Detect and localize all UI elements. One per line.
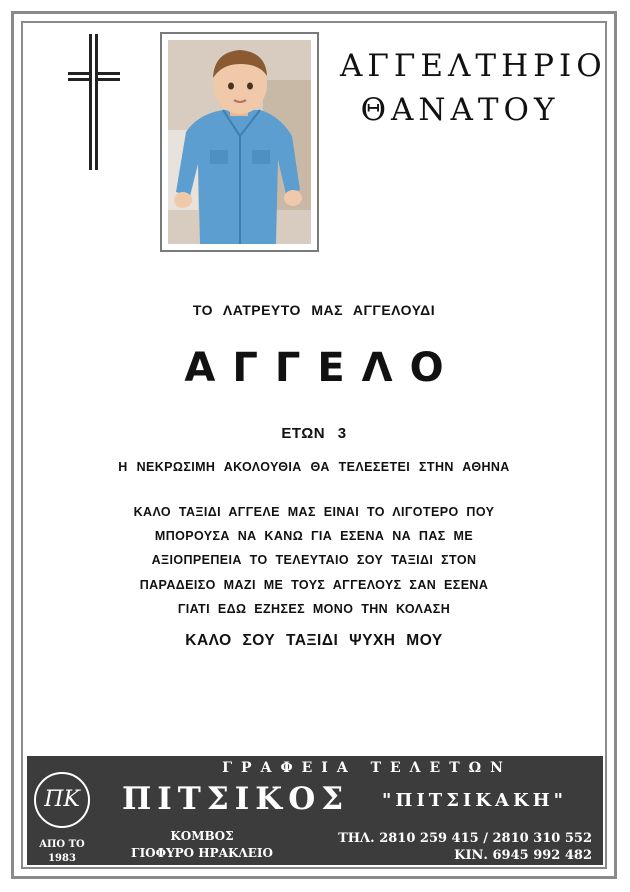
intro-text: ΤΟ ΛΑΤΡΕΥΤΟ ΜΑΣ ΑΓΓΕΛΟΥΔΙ xyxy=(192,302,436,318)
message-block xyxy=(21,500,607,621)
title-line-1: ΑΓΓΕΛΤΗΡΙΟ xyxy=(340,48,607,84)
since-year: 1983 xyxy=(48,853,76,864)
company-logo: ΠΚ xyxy=(34,772,90,828)
company-name: ΠΙΤΣΙΚΟΣ xyxy=(122,781,350,817)
company-address xyxy=(127,828,277,862)
address-line-1: ΚΟΜΒΟΣ xyxy=(170,829,234,843)
farewell-text: ΚΑΛΟ ΣΟΥ ΤΑΞΙΔΙ ΨΥΧΗ ΜΟΥ xyxy=(185,632,443,649)
since-line-1: ΑΠΟ ΤΟ xyxy=(39,839,85,850)
company-alt-name: "ΠΙΤΣΙΚΑΚΗ" xyxy=(382,790,567,811)
age-text: ΕΤΩΝ 3 xyxy=(281,425,347,442)
funeral-home-footer xyxy=(27,756,603,865)
portrait-illustration xyxy=(168,40,311,244)
message-line: ΜΠΟΡΟΥΣΑ ΝΑ ΚΑΝΩ ΓΙΑ ΕΣΕΝΑ ΝΑ ΠΑΣ ΜΕ xyxy=(154,529,474,544)
message-line: ΑΞΙΟΠΡΕΠΕΙΑ ΤΟ ΤΕΛΕΥΤΑΙΟ ΣΟΥ ΤΑΞΙΔΙ ΣΤΟΝ xyxy=(151,553,477,568)
portrait-photo xyxy=(160,32,319,252)
message-line: ΚΑΛΟ ΤΑΞΙΔΙ ΑΓΓΕΛΕ ΜΑΣ ΕΙΝΑΙ ΤΟ ΛΙΓΟΤΕΡΟ ΠΟΥ xyxy=(133,505,495,519)
title-line-2: ΘΑΝΑΤΟΥ xyxy=(360,92,560,128)
company-phones xyxy=(307,830,592,864)
message-line: ΠΑΡΑΔΕΙΣΟ ΜΑΖΙ ΜΕ ΤΟΥΣ ΑΓΓΕΛΟΥΣ ΣΑΝ ΕΣΕΝΑ xyxy=(139,577,489,592)
service-location: Η ΝΕΚΡΩΣΙΜΗ ΑΚΟΛΟΥΘΙΑ ΘΑ ΤΕΛΕΣΕΤΕΙ ΣΤΗΝ ΑΘΗΝΑ xyxy=(118,460,510,474)
footer-heading: ΓΡΑΦΕΙΑ ΤΕΛΕΤΩΝ xyxy=(222,760,512,776)
deceased-name: ΑΓΓΕΛΟ xyxy=(184,345,461,391)
message-line: ΓΙΑΤΙ ΕΔΩ ΕΖΗΣΕΣ ΜΟΝΟ ΤΗΝ ΚΟΛΑΣΗ xyxy=(177,601,451,616)
child-portrait xyxy=(168,40,311,244)
address-line-2: ΓΙΟΦΥΡΟ ΗΡΑΚΛΕΙΟ xyxy=(131,846,273,860)
cross-icon xyxy=(68,34,120,170)
phone-line: ΤΗΛ. 2810 259 415 / 2810 310 552 xyxy=(338,831,592,846)
mobile-line: ΚΙΝ. 6945 992 482 xyxy=(454,848,592,863)
since-label xyxy=(27,838,97,866)
